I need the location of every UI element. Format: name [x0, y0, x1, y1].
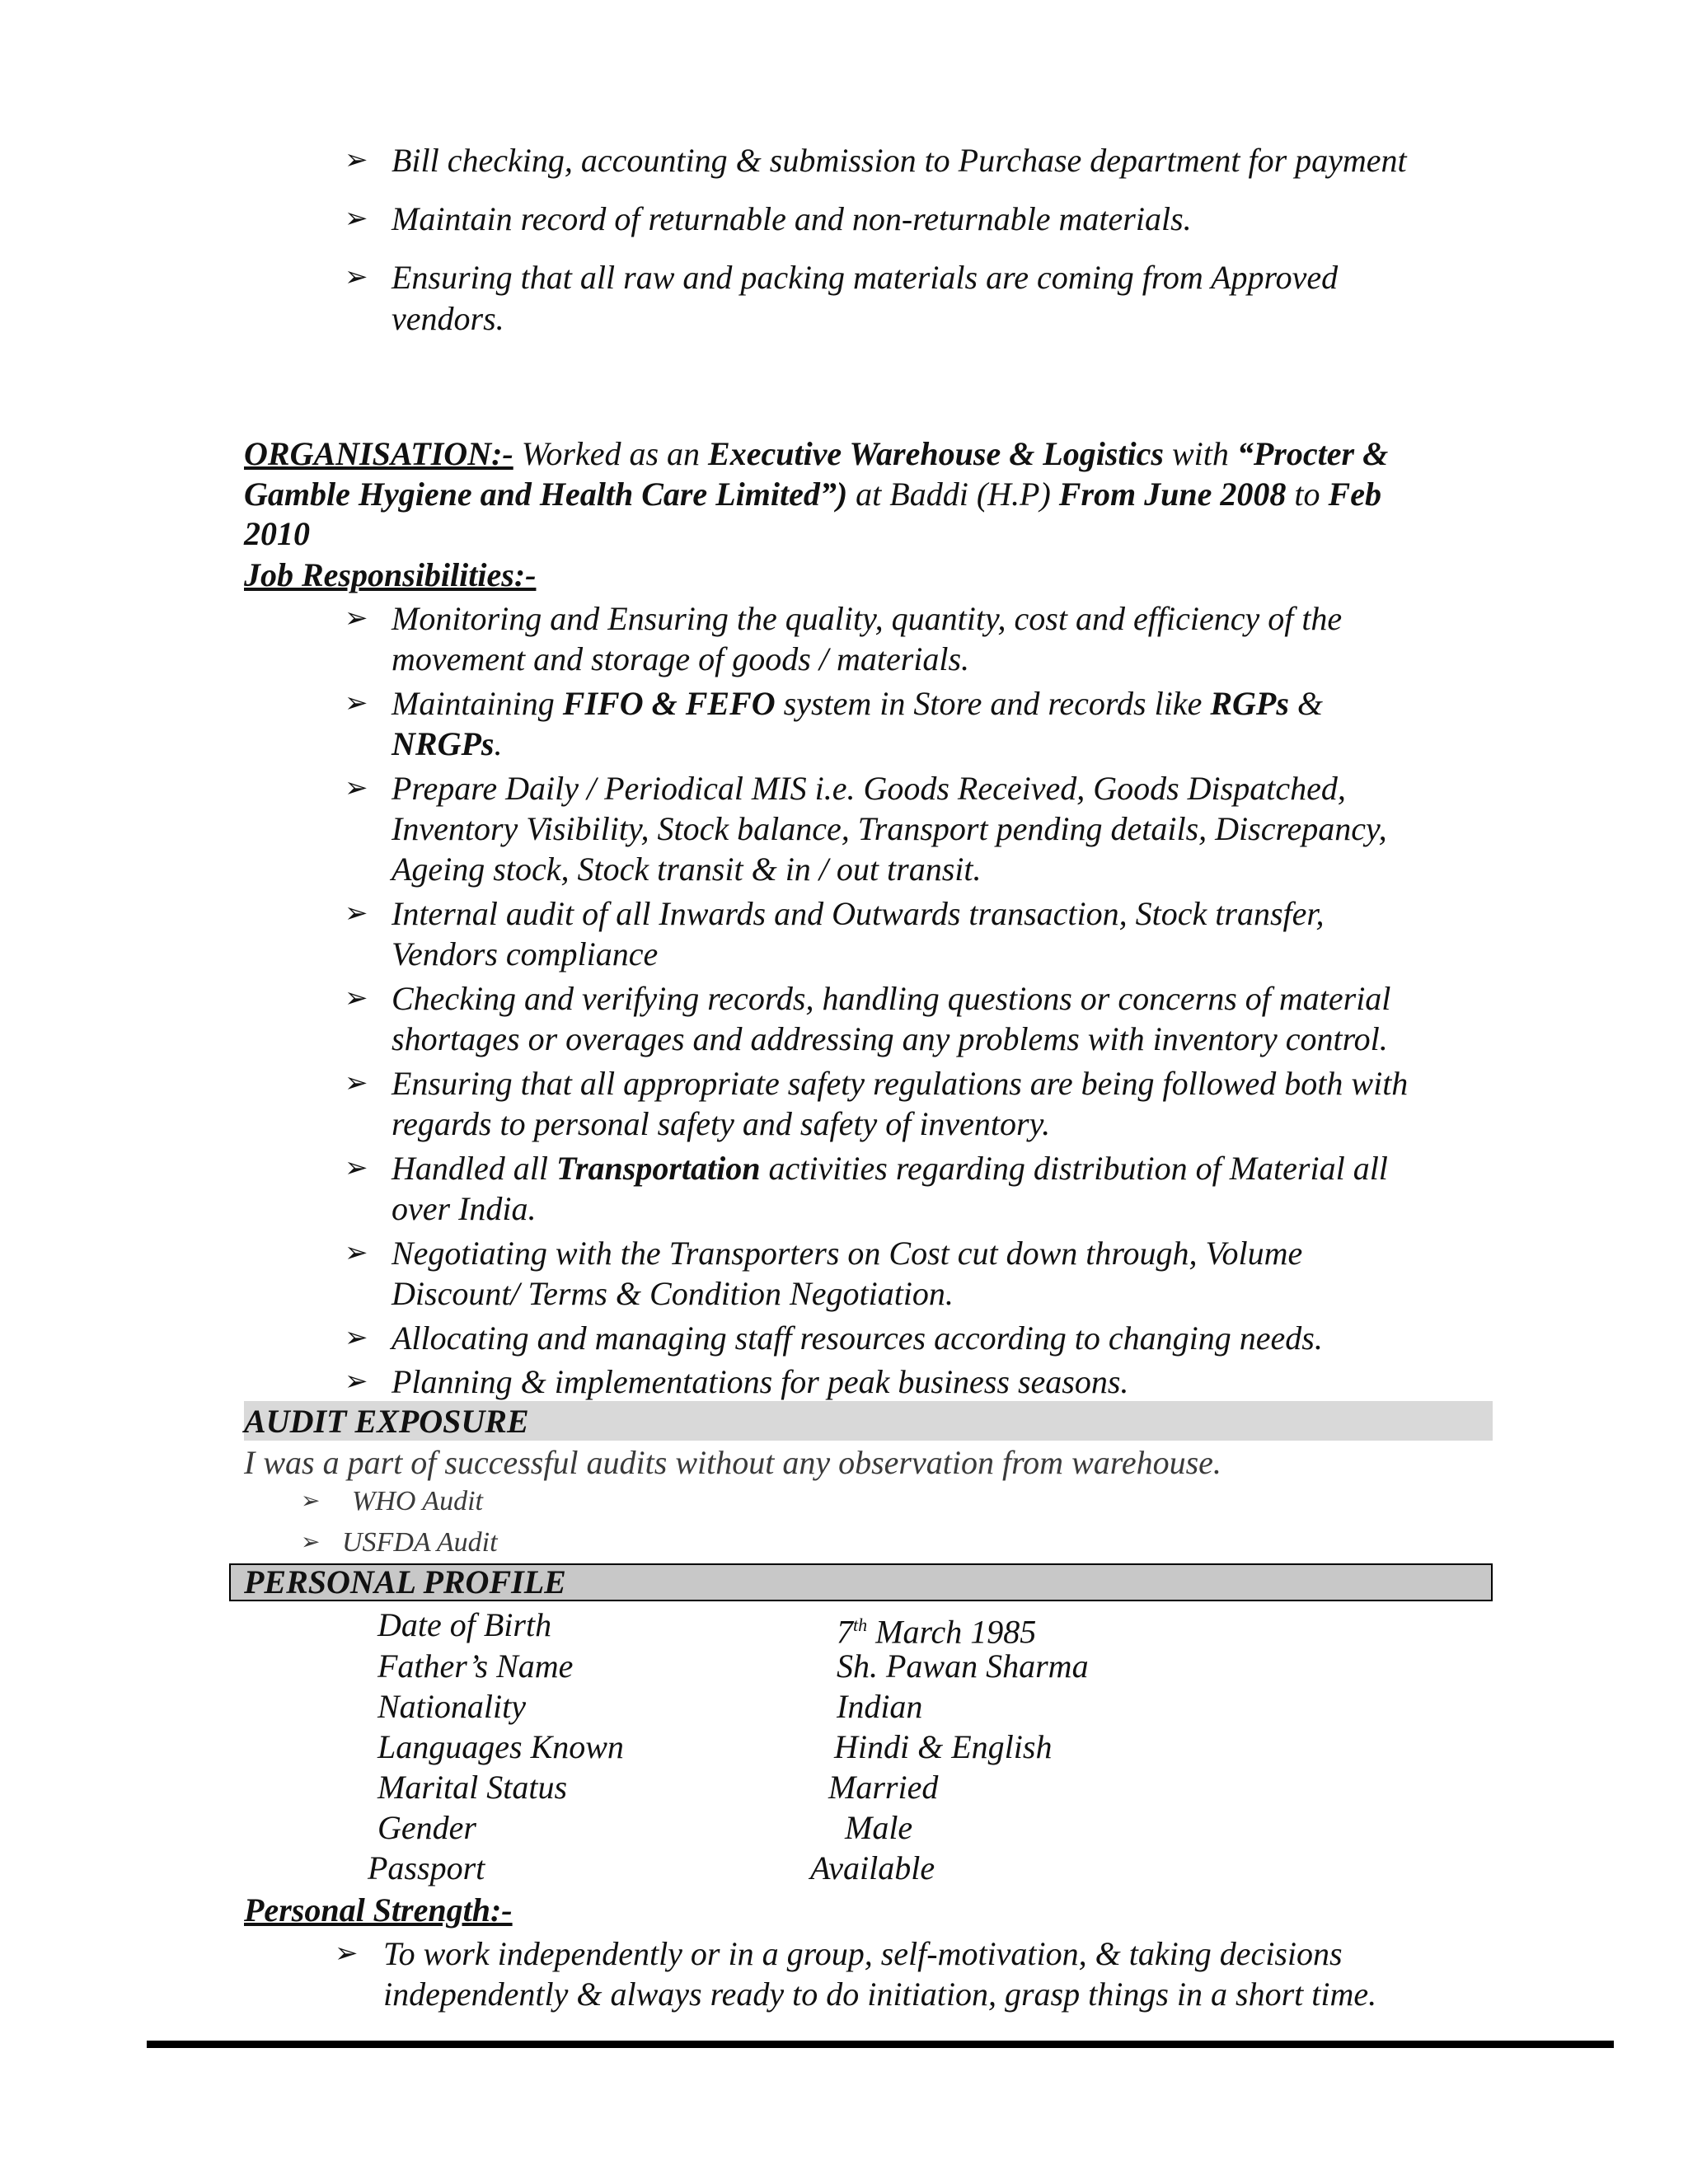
bullet-arrow-icon: ➢ [345, 1323, 368, 1353]
list-text: system in Store and records like [775, 685, 1211, 722]
bullet-arrow-icon: ➢ [345, 1366, 368, 1397]
list-item-continuation: Ageing stock, Stock transit & in / out transit. [392, 851, 982, 888]
list-item: Planning & implementations for peak business seasons. [392, 1363, 1129, 1400]
profile-value: Indian [837, 1688, 923, 1725]
list-emphasis: FIFO & FEFO [562, 685, 776, 722]
employment-to-year: 2010 [244, 515, 310, 552]
list-text: activities regarding distribution of Material all [760, 1150, 1388, 1187]
profile-label: Passport [368, 1849, 485, 1886]
bullet-arrow-icon: ➢ [345, 262, 368, 293]
profile-value: Available [810, 1849, 935, 1886]
bullet-arrow-icon: ➢ [345, 773, 368, 804]
personal-profile-heading: PERSONAL PROFILE [244, 1563, 566, 1601]
list-item: Bill checking, accounting & submission to Purchase department for payment [392, 142, 1407, 179]
list-item-continuation: Discount/ Terms & Condition Negotiation. [392, 1275, 954, 1312]
organisation-location: at Baddi (H.P) [847, 476, 1059, 513]
organisation-line-1 [244, 434, 1388, 474]
list-item-continuation: regards to personal safety and safety of inventory. [392, 1105, 1051, 1142]
bullet-arrow-icon: ➢ [345, 145, 368, 176]
list-item [392, 683, 1323, 724]
list-item-continuation: shortages or overages and addressing any problems with inventory control. [392, 1020, 1388, 1057]
list-item-continuation: independently & always ready to do initiation, grasp things in a short time. [383, 1975, 1377, 2013]
employment-to: Feb [1328, 476, 1381, 513]
list-item-continuation [392, 724, 502, 764]
job-responsibilities-heading: Job Responsibilities:- [244, 556, 537, 593]
personal-strength-heading: Personal Strength:- [244, 1891, 513, 1929]
ordinal-suffix: th [853, 1615, 868, 1635]
bullet-arrow-icon: ➢ [345, 1153, 368, 1183]
list-item: To work independently or in a group, self-motivation, & taking decisions [383, 1935, 1343, 1972]
profile-value: Hindi & English [834, 1728, 1053, 1765]
bullet-arrow-icon: ➢ [301, 1488, 321, 1514]
profile-value: Sh. Pawan Sharma [837, 1647, 1089, 1685]
list-item: Checking and verifying records, handling questions or concerns of material [392, 980, 1391, 1017]
profile-value [837, 1605, 1036, 1652]
list-item-continuation: movement and storage of goods / materials. [392, 640, 970, 677]
list-item: Monitoring and Ensuring the quality, quantity, cost and efficiency of the [392, 600, 1343, 637]
list-item [392, 1148, 1388, 1188]
audit-exposure-heading: AUDIT EXPOSURE [244, 1403, 529, 1440]
bullet-arrow-icon: ➢ [345, 1068, 368, 1099]
audit-item: USFDA Audit [342, 1527, 498, 1558]
profile-value-part: March 1985 [867, 1613, 1037, 1651]
bullet-arrow-icon: ➢ [345, 204, 368, 234]
profile-label: Languages Known [377, 1728, 624, 1765]
profile-value: Male [845, 1809, 913, 1846]
list-emphasis: RGPs [1210, 685, 1289, 722]
organisation-label: ORGANISATION:- [244, 435, 513, 472]
bullet-arrow-icon: ➢ [345, 898, 368, 929]
list-item-continuation: over India. [392, 1190, 537, 1227]
list-emphasis: Transportation [556, 1150, 761, 1187]
profile-label: Nationality [377, 1688, 526, 1725]
list-item: Maintain record of returnable and non-returnable materials. [392, 200, 1192, 237]
job-role: Executive Warehouse & Logistics [708, 435, 1164, 472]
profile-label: Father’s Name [377, 1647, 574, 1685]
organisation-text: with [1163, 435, 1237, 472]
profile-value-part: 7 [837, 1613, 853, 1651]
organisation-text: to [1286, 476, 1329, 513]
list-item: Ensuring that all raw and packing materials are coming from Approved [392, 259, 1339, 296]
audit-intro: I was a part of successful audits without any observation from warehouse. [244, 1444, 1221, 1481]
bullet-arrow-icon: ➢ [335, 1938, 359, 1969]
profile-label: Gender [377, 1809, 476, 1846]
list-item: Negotiating with the Transporters on Cost cut down through, Volume [392, 1235, 1303, 1272]
company-name: “Procter & [1236, 435, 1389, 472]
list-text: Handled all [392, 1150, 556, 1187]
bullet-arrow-icon: ➢ [345, 983, 368, 1014]
list-item-continuation: Vendors compliance [392, 935, 659, 972]
list-item-continuation: Inventory Visibility, Stock balance, Transport pending details, Discrepancy, [392, 810, 1387, 847]
profile-value: Married [828, 1769, 939, 1806]
list-item: Prepare Daily / Periodical MIS i.e. Goods Received, Goods Dispatched, [392, 770, 1346, 807]
profile-label: Marital Status [377, 1769, 568, 1806]
list-item: Internal audit of all Inwards and Outwards transaction, Stock transfer, [392, 895, 1325, 932]
list-item: Allocating and managing staff resources according to changing needs. [392, 1319, 1323, 1357]
bullet-arrow-icon: ➢ [345, 1238, 368, 1268]
list-item-continuation: vendors. [392, 300, 504, 337]
bullet-arrow-icon: ➢ [345, 688, 368, 719]
list-emphasis: NRGPs [392, 725, 495, 762]
list-text: Maintaining [392, 685, 563, 722]
employment-from: From June 2008 [1058, 476, 1287, 513]
profile-label: Date of Birth [377, 1606, 552, 1643]
list-text: & [1288, 685, 1324, 722]
company-name: Gamble Hygiene and Health Care Limited”) [244, 476, 848, 513]
organisation-line-2 [244, 474, 1381, 514]
bullet-arrow-icon: ➢ [301, 1530, 321, 1555]
list-text: . [494, 725, 503, 762]
organisation-text: Worked as an [513, 435, 709, 472]
list-item: Ensuring that all appropriate safety regulations are being followed both with [392, 1065, 1409, 1102]
bullet-arrow-icon: ➢ [345, 603, 368, 634]
audit-item: WHO Audit [352, 1486, 483, 1516]
footer-rule [147, 2041, 1614, 2048]
